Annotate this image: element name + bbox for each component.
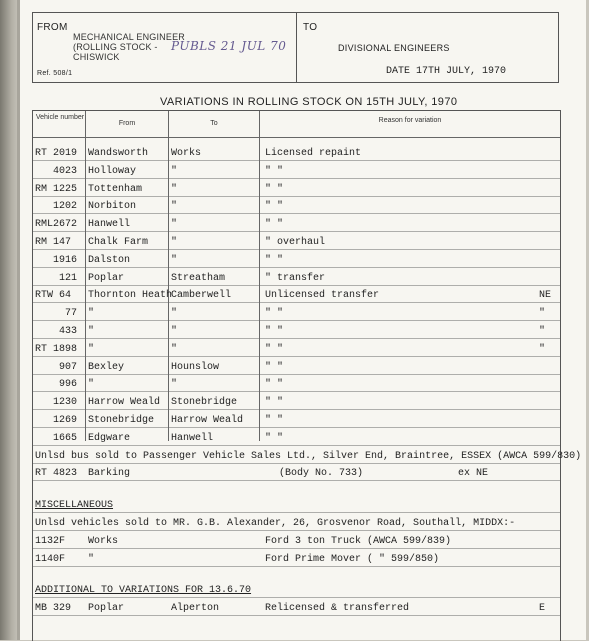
reason: Relicensed & transferred <box>265 603 410 615</box>
reason: " " <box>265 308 284 320</box>
row-divider <box>33 566 560 567</box>
row-divider <box>33 427 560 428</box>
from-line-3: CHISWICK <box>73 52 120 62</box>
to-label: TO <box>303 22 318 33</box>
misc-heading: MISCELLANEOUS <box>35 500 114 512</box>
area-code: " <box>539 308 546 320</box>
to-garage: Harrow Weald <box>171 415 244 426</box>
row-divider <box>33 445 560 446</box>
row-divider <box>33 409 560 410</box>
vehicle-number: RM 1225 <box>35 183 78 195</box>
reason: " " <box>265 361 284 373</box>
row-divider <box>33 463 560 464</box>
reason: " " <box>265 201 284 213</box>
from-garage: Chalk Farm <box>88 237 149 248</box>
received-stamp: PUBLS 21 JUL 70 <box>171 39 287 53</box>
to-garage: " <box>171 379 178 391</box>
vehicle-number: 77 <box>64 308 77 320</box>
from-garage: Thornton Heath <box>88 290 173 302</box>
to-garage: " <box>171 326 178 337</box>
to-garage: " <box>171 343 178 355</box>
from-address <box>73 32 185 62</box>
reason: " " <box>265 432 284 444</box>
from-garage: " <box>88 326 95 337</box>
to-garage: " <box>171 165 178 177</box>
area-code: NE <box>539 290 552 302</box>
row-divider <box>33 597 560 598</box>
vehicle-number: 907 <box>58 361 77 373</box>
from-line-1: MECHANICAL ENGINEER <box>73 32 185 42</box>
reason: " " <box>265 379 284 391</box>
from-garage: Holloway <box>88 165 137 177</box>
row-divider <box>33 615 560 616</box>
to-garage: " <box>171 237 178 248</box>
reason: " " <box>265 343 284 355</box>
row-divider <box>33 285 560 286</box>
from-garage: " <box>88 343 95 355</box>
reason: " " <box>265 415 284 426</box>
vehicle-number: RT 1898 <box>35 343 78 355</box>
vehicle-number: RTW 64 <box>35 290 72 302</box>
to-garage: Camberwell <box>171 290 232 302</box>
reason: Ford 3 ton Truck (AWCA 599/839) <box>265 535 452 547</box>
vehicle-number: MB 329 <box>35 603 72 615</box>
column-header-from: From <box>118 120 136 127</box>
from-garage: Tottenham <box>88 183 143 195</box>
from-label: FROM <box>37 22 68 33</box>
row-divider <box>33 338 560 339</box>
to-garage: Works <box>171 148 202 159</box>
reason: Ford Prime Mover ( " 599/850) <box>265 553 440 565</box>
row-divider <box>33 548 560 549</box>
from-garage: Poplar <box>88 272 125 284</box>
to-garage: " <box>171 219 178 231</box>
from-garage: " <box>88 308 95 320</box>
from-garage: Works <box>88 535 119 547</box>
row-divider <box>33 249 560 250</box>
row-divider <box>33 320 560 321</box>
from-line-2: (ROLLING STOCK - <box>73 42 158 52</box>
reference-number: Ref. 508/1 <box>37 70 73 77</box>
binder-edge <box>0 0 20 640</box>
from-garage: Poplar <box>88 603 125 615</box>
vehicle-number: RT 2019 <box>35 148 78 159</box>
area-code: " <box>539 326 546 337</box>
vehicle-number: 1132F <box>35 535 66 547</box>
to-garage: Streatham <box>171 272 226 284</box>
to-garage: Stonebridge <box>171 397 238 409</box>
column-header-vehicle: Vehicle number <box>35 114 85 121</box>
from-garage: " <box>88 553 95 565</box>
vehicle-number: 1230 <box>52 397 77 409</box>
to-garage: " <box>171 254 178 266</box>
vehicle-number: RM 147 <box>35 237 72 248</box>
row-divider <box>33 267 560 268</box>
reason: " " <box>265 165 284 177</box>
to-garage: " <box>171 308 178 320</box>
vehicle-number: 1916 <box>52 254 77 266</box>
body-number: (Body No. 733) <box>279 468 364 480</box>
row-divider <box>33 231 560 232</box>
area-code: E <box>539 603 546 615</box>
to-garage: Hounslow <box>171 361 220 373</box>
to-garage: Hanwell <box>171 432 214 444</box>
row-divider <box>33 196 560 197</box>
from-garage: Wandsworth <box>88 148 149 159</box>
column-header-to: To <box>210 120 218 127</box>
area-code: ex NE <box>458 468 489 480</box>
reason: Unlicensed transfer <box>265 290 380 302</box>
reason: " " <box>265 183 284 195</box>
reason: " " <box>265 254 284 266</box>
to-garage: " <box>171 201 178 213</box>
vehicle-number: 433 <box>58 326 77 337</box>
row-divider <box>33 374 560 375</box>
reason: " transfer <box>265 272 326 284</box>
header-divider <box>33 137 560 138</box>
document-title: VARIATIONS IN ROLLING STOCK ON 15TH JULY, 1970 <box>160 96 458 108</box>
row-divider <box>33 160 560 161</box>
sale-note: Unlsd bus sold to Passenger Vehicle Sales Ltd., Silver End, Braintree, ESSEX (AWCA 599/830) <box>35 450 582 462</box>
row-divider <box>33 480 560 481</box>
to-garage: Alperton <box>171 603 220 615</box>
column-header-reason: Reason for variation <box>378 117 442 124</box>
reason: Licensed repaint <box>265 148 362 159</box>
to-recipient: DIVISIONAL ENGINEERS <box>338 43 450 53</box>
row-divider <box>33 530 560 531</box>
from-box <box>32 12 297 83</box>
vehicle-number: 1202 <box>52 201 77 213</box>
reason: " " <box>265 397 284 409</box>
from-garage: " <box>88 379 95 391</box>
vehicle-number: 121 <box>58 272 77 284</box>
row-divider <box>33 512 560 513</box>
area-code: " <box>539 343 546 355</box>
misc-note: Unlsd vehicles sold to MR. G.B. Alexander, 26, Grosvenor Road, Southall, MIDDX:- <box>35 518 516 529</box>
row-divider <box>33 391 560 392</box>
reason: " " <box>265 219 284 231</box>
reason: " " <box>265 326 284 337</box>
vehicle-number: 1269 <box>52 415 77 426</box>
from-garage: Norbiton <box>88 201 137 213</box>
from-garage: Barking <box>88 468 131 480</box>
from-garage: Harrow Weald <box>88 397 161 409</box>
vehicle-number: RT 4823 <box>35 468 78 480</box>
vehicle-number: 1140F <box>35 553 66 565</box>
row-divider <box>33 302 560 303</box>
row-divider <box>33 178 560 179</box>
vehicle-number: RML2672 <box>35 219 78 231</box>
vehicle-number: 996 <box>58 379 77 391</box>
additional-heading: ADDITIONAL TO VARIATIONS FOR 13.6.70 <box>35 585 252 597</box>
from-garage: Edgware <box>88 432 131 444</box>
from-garage: Bexley <box>88 361 125 373</box>
from-garage: Stonebridge <box>88 415 155 426</box>
from-garage: Dalston <box>88 254 131 266</box>
row-divider <box>33 213 560 214</box>
reason: " overhaul <box>265 237 326 248</box>
vehicle-number: 1665 <box>52 432 77 444</box>
document-date: DATE 17TH JULY, 1970 <box>386 66 507 77</box>
to-garage: " <box>171 183 178 195</box>
row-divider <box>33 356 560 357</box>
variations-table <box>32 110 582 641</box>
vehicle-number: 4023 <box>52 165 77 177</box>
from-garage: Hanwell <box>88 219 131 231</box>
